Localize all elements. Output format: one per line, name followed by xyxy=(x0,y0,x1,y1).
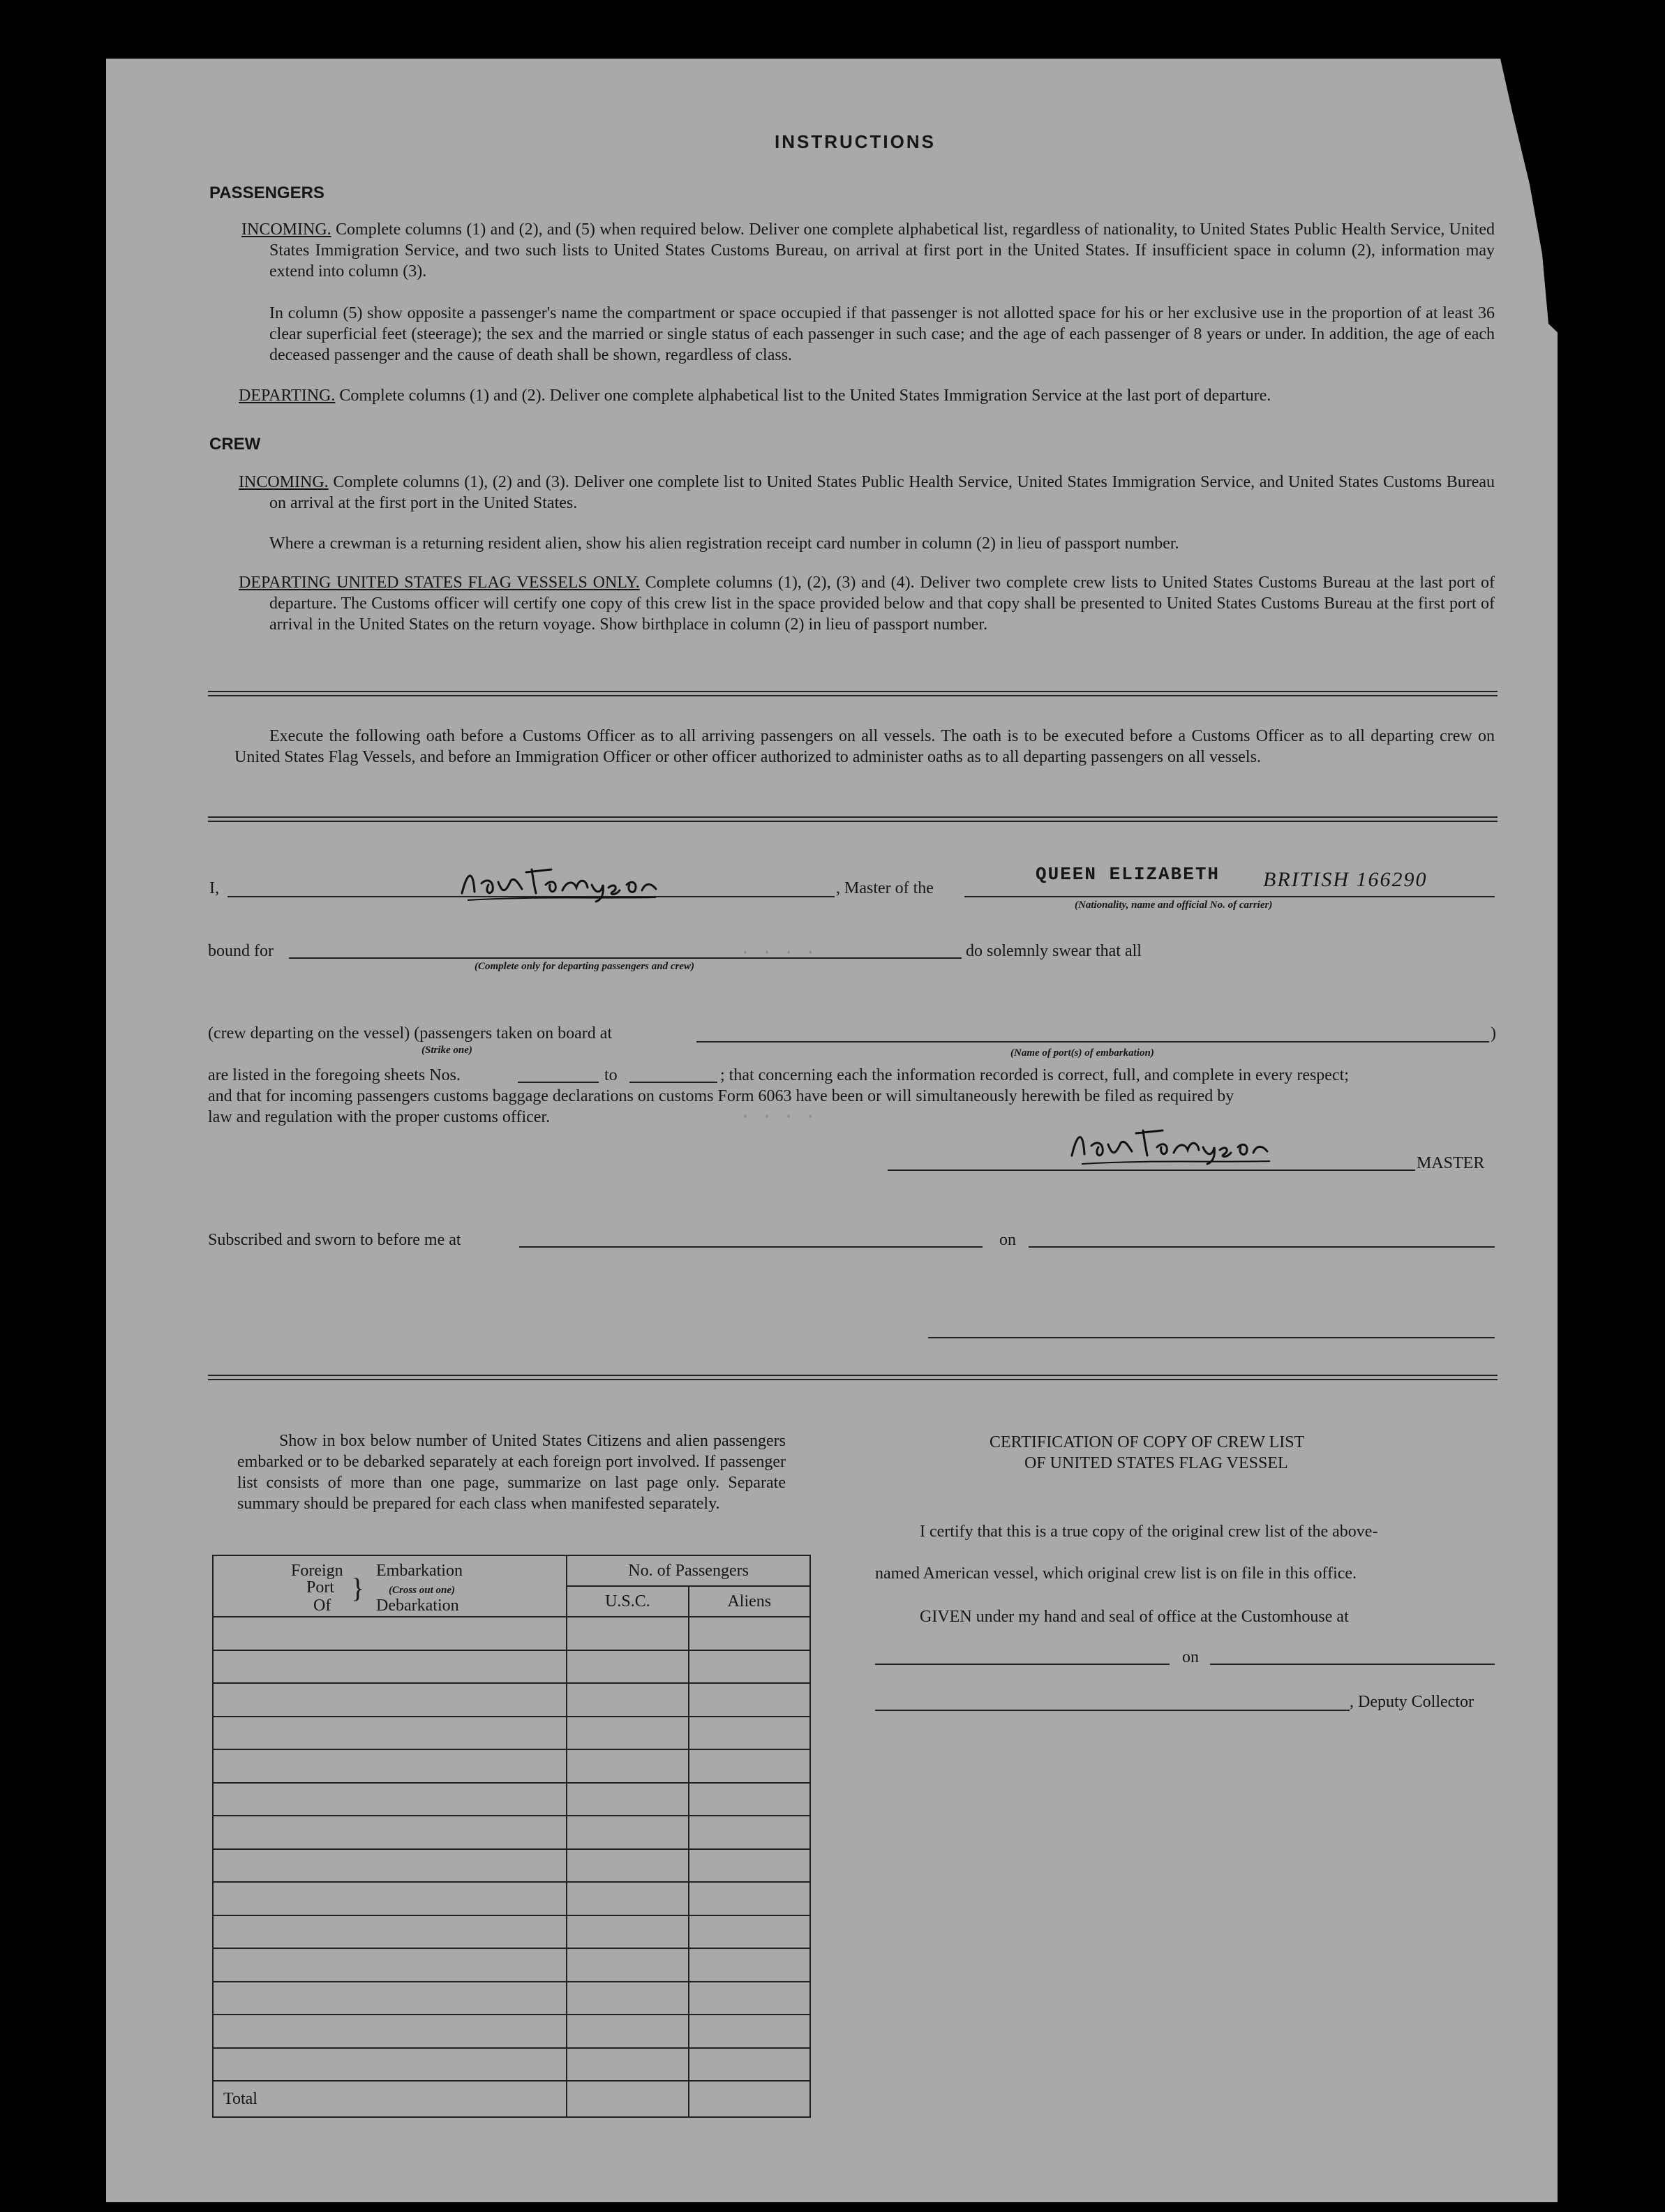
port-label: Port xyxy=(306,1578,335,1597)
section-divider xyxy=(208,816,1498,822)
oath-i-label: I, xyxy=(209,879,219,897)
port-cell[interactable] xyxy=(213,2048,567,2082)
bleed-through-text: · · · · xyxy=(740,942,816,963)
usc-cell[interactable] xyxy=(567,1816,688,1849)
crew-incoming-paragraph xyxy=(239,472,1495,514)
passengers-incoming-paragraph xyxy=(241,219,1495,282)
usc-cell[interactable] xyxy=(567,1617,688,1650)
embarkation-label: Embarkation xyxy=(376,1562,463,1580)
no-passengers-header: No. of Passengers xyxy=(567,1555,810,1586)
master-of-label: , Master of the xyxy=(836,879,934,897)
vessel-name: QUEEN ELIZABETH xyxy=(1036,864,1220,885)
port-cell[interactable] xyxy=(213,1783,567,1816)
passengers-column5-paragraph: In column (5) show opposite a passenger's name the compartment or space occupied if that passenger is not allotted space for his or her exclusive use in the proportion of at least 36 clear superficial feet (steerage); the sex and the married or single status of each passenger in such case; and the age of each passenger of 8 years or under. In addition, the age of each deceased passenger and the cause of death shall be shown, regardless of class. xyxy=(269,304,1495,364)
of-label: Of xyxy=(313,1597,331,1615)
certification-text-2: named American vessel, which original crew list is on file in this office. xyxy=(875,1564,1357,1583)
strike-one-caption: (Strike one) xyxy=(421,1045,472,1056)
bracket-glyph: } xyxy=(351,1572,365,1604)
port-cell[interactable] xyxy=(213,1816,567,1849)
summary-row xyxy=(213,2048,810,2082)
section-divider xyxy=(208,691,1498,696)
regulation-statement: law and regulation with the proper customs officer. xyxy=(208,1108,551,1126)
crew-departing-strike-label: (crew departing on the vessel) (passengers taken on board at xyxy=(208,1024,613,1043)
bound-for-label: bound for xyxy=(208,942,274,960)
embarkation-ports-caption: (Name of port(s) of embarkation) xyxy=(1010,1047,1154,1059)
crew-departing-paragraph xyxy=(239,572,1495,635)
port-cell[interactable] xyxy=(213,1617,567,1650)
crew-departing-label: DEPARTING UNITED STATES FLAG VESSELS ONLY. xyxy=(239,574,640,592)
port-cell[interactable] xyxy=(213,1717,567,1750)
port-cell[interactable] xyxy=(213,1650,567,1684)
usc-cell[interactable] xyxy=(567,1783,688,1816)
subscribed-label: Subscribed and sworn to before me at xyxy=(208,1231,461,1249)
foreign-label: Foreign xyxy=(291,1562,343,1580)
port-cell[interactable] xyxy=(213,1749,567,1783)
debarkation-label: Debarkation xyxy=(376,1597,459,1615)
usc-cell[interactable] xyxy=(567,1915,688,1949)
customhouse-field[interactable] xyxy=(875,1664,1170,1665)
certification-title-1: CERTIFICATION OF COPY OF CREW LIST xyxy=(990,1433,1305,1451)
usc-cell[interactable] xyxy=(567,1849,688,1883)
deputy-collector-signature-line[interactable] xyxy=(875,1710,1350,1711)
passengers-departing-text: Complete columns (1) and (2). Deliver one complete alphabetical list to the United States Immigration Service at the last port of departure. xyxy=(339,387,1271,405)
master-signature-2 xyxy=(1061,1116,1284,1172)
page-title: INSTRUCTIONS xyxy=(775,131,936,152)
bound-for-caption: (Complete only for departing passengers and crew) xyxy=(475,961,694,972)
port-cell[interactable] xyxy=(213,1849,567,1883)
crew-resident-paragraph: Where a crewman is a returning resident alien, show his alien registration receipt card number in column (2) in lieu of passport number. xyxy=(269,535,1179,553)
certification-title-2: OF UNITED STATES FLAG VESSEL xyxy=(1024,1454,1288,1472)
total-usc-cell[interactable] xyxy=(567,2081,688,2117)
summary-row xyxy=(213,1982,810,2015)
vessel-field-caption: (Nationality, name and official No. of carrier) xyxy=(1075,899,1273,911)
summary-rows xyxy=(213,1617,810,2081)
summary-row xyxy=(213,1882,810,1915)
certification-on-label: on xyxy=(1182,1648,1199,1666)
sworn-on-label: on xyxy=(999,1231,1016,1249)
port-cell[interactable] xyxy=(213,1882,567,1915)
usc-cell[interactable] xyxy=(567,1882,688,1915)
aliens-cell[interactable] xyxy=(689,2015,810,2048)
oath-intro: Execute the following oath before a Customs Officer as to all arriving passengers on all vessels. The oath is to be executed before a Customs Officer as to all departing crew on United States Flag Vessels, and before an Immigration Officer or other officer authorized to administer oaths as to all departing passengers on all vessels. xyxy=(234,727,1495,766)
port-cell[interactable] xyxy=(213,1982,567,2015)
summary-row xyxy=(213,1749,810,1783)
crew-incoming-text: Complete columns (1), (2) and (3). Deliver one complete list to United States Public Health Service, United States Immigration Service, and United States Customs Bureau on arrival at the first port in the United States. xyxy=(269,473,1495,512)
certification-date-field[interactable] xyxy=(1210,1664,1495,1665)
passengers-incoming-text: Complete columns (1) and (2), and (5) when required below. Deliver one complete alphabetical list, regardless of nationality, to United States Public Health Service, United States Immigration Service, and two such lists to United States Customs Bureau, on arrival at first port in the United States. If insufficient space in column (2), information may extend into column (3). xyxy=(269,221,1495,281)
usc-cell[interactable] xyxy=(567,2015,688,2048)
aliens-cell[interactable] xyxy=(689,1849,810,1883)
port-header-cell xyxy=(213,1555,567,1617)
passengers-departing-paragraph xyxy=(239,385,1495,406)
usc-cell[interactable] xyxy=(567,2048,688,2082)
deputy-collector-label: , Deputy Collector xyxy=(1350,1693,1474,1711)
summary-row xyxy=(213,1783,810,1816)
aliens-cell[interactable] xyxy=(689,1982,810,2015)
port-cell[interactable] xyxy=(213,1915,567,1949)
aliens-cell[interactable] xyxy=(689,1915,810,1949)
usc-cell[interactable] xyxy=(567,1982,688,2015)
vessel-nationality-number: BRITISH 166290 xyxy=(1263,868,1428,891)
aliens-cell[interactable] xyxy=(689,1617,810,1650)
aliens-cell[interactable] xyxy=(689,1783,810,1816)
crew-incoming-label: INCOMING. xyxy=(239,473,329,491)
crew-heading: CREW xyxy=(209,435,261,454)
aliens-cell[interactable] xyxy=(689,2048,810,2082)
summary-row xyxy=(213,1849,810,1883)
passenger-summary-table xyxy=(212,1555,811,2118)
summary-row xyxy=(213,1650,810,1684)
summary-row xyxy=(213,1717,810,1750)
summary-instructions: Show in box below number of United States Citizens and alien passengers embarked or to be debarked separately at each foreign port involved. If passenger list consists of more than one page, summarize on last page only. Separate summary should be prepared for each class when manifested separately. xyxy=(237,1432,786,1513)
aliens-cell[interactable] xyxy=(689,1650,810,1684)
officer-signature-line[interactable] xyxy=(928,1337,1495,1338)
crew-departing-text: Complete columns (1), (2), (3) and (4). Deliver two complete crew lists to United States Customs Bureau at the last port of departure. The Customs officer will certify one copy of this crew list in the space provided below and that copy shall be presented to United States Customs Bureau at the first port of arrival in the United States on the return voyage. Show birthplace in column (2) in lieu of passport number. xyxy=(269,574,1495,634)
cross-out-caption: (Cross out one) xyxy=(389,1585,456,1596)
aliens-cell[interactable] xyxy=(689,1948,810,1982)
usc-cell[interactable] xyxy=(567,1683,688,1717)
sheet-to-field[interactable] xyxy=(629,1082,717,1083)
sheets-to-label: to xyxy=(604,1066,618,1084)
usc-cell[interactable] xyxy=(567,1749,688,1783)
sheets-label: are listed in the foregoing sheets Nos. xyxy=(208,1066,461,1084)
bleed-through-text: · · · · xyxy=(740,1106,816,1127)
sworn-at-field[interactable] xyxy=(519,1246,983,1248)
total-label: Total xyxy=(213,2081,567,2117)
master-signature-line[interactable] xyxy=(888,1169,1415,1171)
usc-cell[interactable] xyxy=(567,1948,688,1982)
baggage-statement: and that for incoming passengers customs baggage declarations on customs Form 6063 have been or will simultaneously herewith be filed as required by xyxy=(208,1087,1234,1105)
passengers-departing-label: DEPARTING. xyxy=(239,387,336,405)
sheet-from-field[interactable] xyxy=(518,1082,599,1083)
summary-row xyxy=(213,1617,810,1650)
summary-row xyxy=(213,1915,810,1949)
passengers-heading: PASSENGERS xyxy=(209,184,324,202)
swear-label: do solemnly swear that all xyxy=(966,942,1142,960)
master-label: MASTER xyxy=(1417,1154,1485,1172)
usc-cell[interactable] xyxy=(567,1650,688,1684)
aliens-header: Aliens xyxy=(689,1586,810,1617)
usc-cell[interactable] xyxy=(567,1717,688,1750)
summary-row xyxy=(213,1948,810,1982)
aliens-cell[interactable] xyxy=(689,1683,810,1717)
sheets-statement: ; that concerning each the information recorded is correct, full, and complete in every respect; xyxy=(720,1066,1349,1084)
aliens-cell[interactable] xyxy=(689,1882,810,1915)
summary-row xyxy=(213,2015,810,2048)
summary-row xyxy=(213,1683,810,1717)
aliens-cell[interactable] xyxy=(689,1816,810,1849)
section-divider xyxy=(208,1375,1498,1380)
master-signature xyxy=(454,857,663,906)
aliens-cell[interactable] xyxy=(689,1717,810,1750)
usc-header: U.S.C. xyxy=(567,1586,688,1617)
close-paren: ) xyxy=(1491,1024,1496,1043)
port-cell[interactable] xyxy=(213,1683,567,1717)
certification-text-3: GIVEN under my hand and seal of office at the Customhouse at xyxy=(920,1608,1349,1626)
total-aliens-cell[interactable] xyxy=(689,2081,810,2117)
certification-text-1: I certify that this is a true copy of the original crew list of the above- xyxy=(920,1523,1378,1541)
passengers-incoming-label: INCOMING. xyxy=(241,221,331,239)
sworn-date-field[interactable] xyxy=(1029,1246,1495,1248)
port-cell[interactable] xyxy=(213,2015,567,2048)
port-cell[interactable] xyxy=(213,1948,567,1982)
aliens-cell[interactable] xyxy=(689,1749,810,1783)
summary-row xyxy=(213,1816,810,1849)
